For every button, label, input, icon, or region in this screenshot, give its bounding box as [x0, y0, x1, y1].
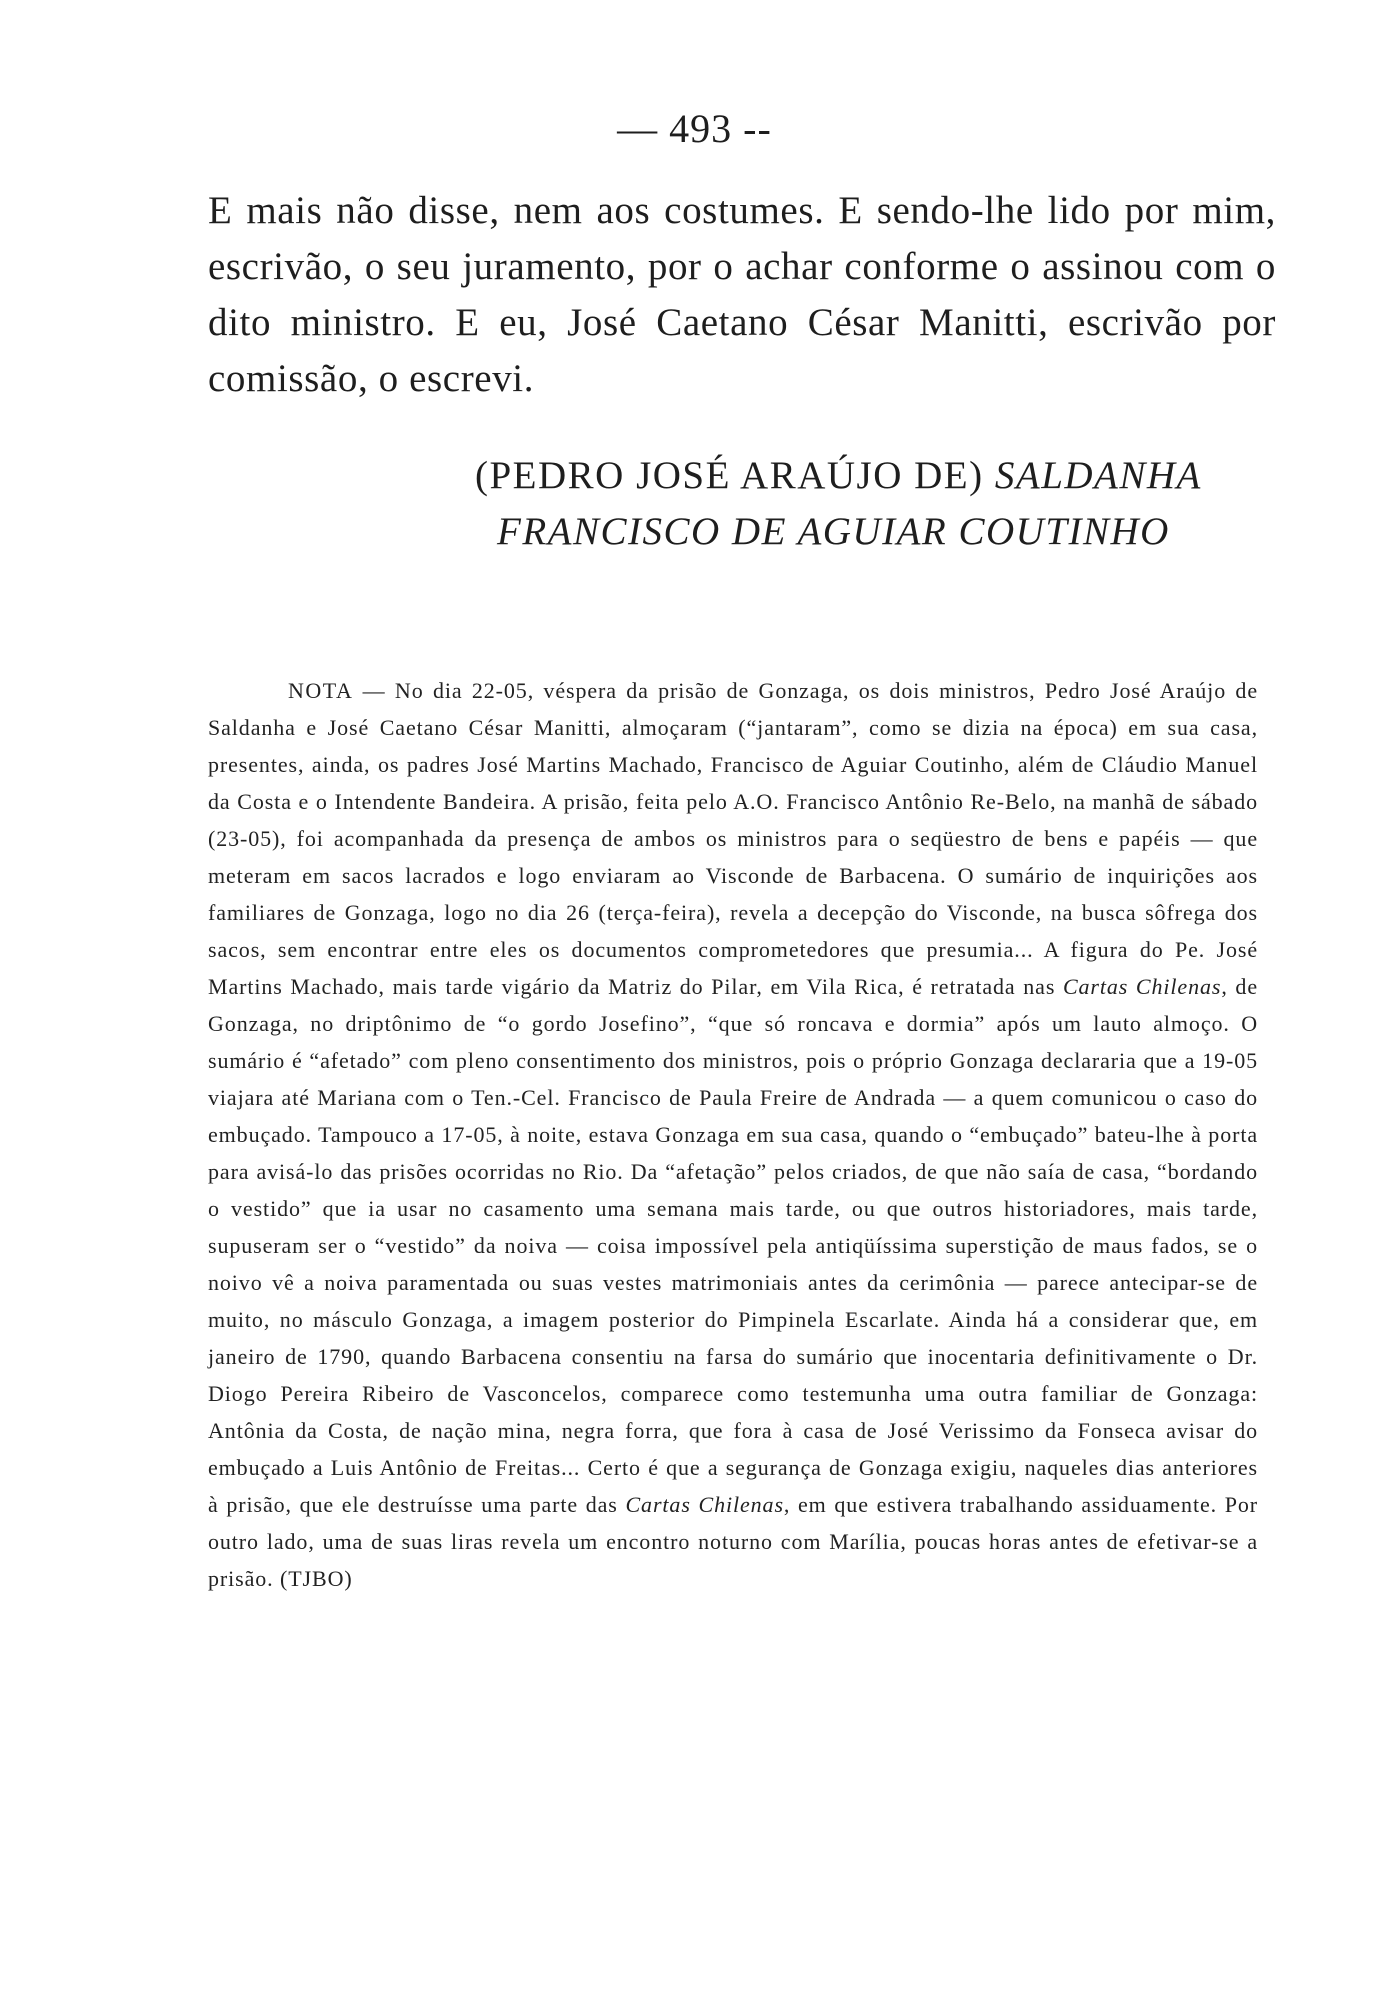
signature-coutinho-name: FRANCISCO DE AGUIAR COUTINHO [497, 510, 1170, 553]
statement-paragraph: E mais não disse, nem aos costumes. E sendo-lhe lido por mim, escrivão, o seu juramento, por o achar conforme o assinou com o dito ministro. E eu, José Caetano César Manitti, escrivão por comissão, o escrevi. [208, 189, 1276, 400]
note-label: NOTA [288, 678, 354, 703]
note-text-part-1: — No dia 22-05, véspera da prisão de Gonzaga, os dois ministros, Pedro José Araújo de Saldanha e José Caetano César Manitti, almoçaram (“jantaram”, como se dizia na época) em sua casa, presentes, ainda, os padres José Martins Machado, Francisco de Aguiar Coutinho, além de Cláudio Manuel da Costa e o Intendente Bandeira. A prisão, feita pelo A.O. Francisco Antônio Re-Belo, na manhã de sábado (23-05), foi acompanhada da presença de ambos os ministros para o seqüestro de bens e papéis — que meteram em sacos lacrados e logo enviaram ao Visconde de Barbacena. O sumário de inquirições aos familiares de Gonzaga, logo no dia 26 (terça-feira), revela a decepção do Visconde, na busca sôfrega dos sacos, sem encontrar entre eles os documentos comprometedores que presumia... A figura do Pe. José Martins Machado, mais tarde vigário da Matriz do Pilar, em Vila Rica, é retratada nas [208, 678, 1258, 999]
signature-saldanha [0, 448, 1389, 504]
signature-saldanha-surname: SALDANHA [994, 454, 1202, 497]
note-text-part-2: , de Gonzaga, no driptônimo de “o gordo Josefino”, “que só roncava e dormia” após um lauto almoço. O sumário é “afetado” com pleno consentimento dos ministros, pois o próprio Gonzaga declararia que a 19-05 viajara até Mariana com o Ten.-Cel. Francisco de Paula Freire de Andrada — a quem comunicou o caso do embuçado. Tampouco a 17-05, à noite, estava Gonzaga em sua casa, quando o “embuçado” bateu-lhe à porta para avisá-lo das prisões ocorridas no Rio. Da “afetação” pelos criados, de que não saía de casa, “bordando o vestido” que ia usar no casamento uma semana mais tarde, ou que outros historiadores, mais tarde, supuseram ser o “vestido” da noiva — coisa impossível pela antiqüíssima superstição de maus fados, se o noivo vê a noiva paramentada ou suas vestes matrimoniais antes da cerimônia — parece antecipar-se de muito, no másculo Gonzaga, a imagem posterior do Pimpinela Escarlate. Ainda há a considerar que, em janeiro de 1790, quando Barbacena consentiu na farsa do sumário que inocentaria definitivamente o Dr. Diogo Pereira Ribeiro de Vasconcelos, comparece como testemunha uma outra familiar de Gonzaga: Antônia da Costa, de nação mina, negra forra, que fora à casa de José Verissimo da Fonseca avisar do embuçado a Luis Antônio de Freitas... Certo é que a segurança de Gonzaga exigiu, naqueles dias anteriores à prisão, que ele destruísse uma parte das [208, 974, 1258, 1517]
page-number: — 493 -- [617, 106, 772, 151]
note-italic-title-1: Cartas Chilenas [1062, 974, 1222, 999]
signature-block [0, 448, 1389, 560]
signature-coutinho [0, 504, 1389, 560]
editorial-note [208, 672, 1258, 1597]
note-italic-title-2: Cartas Chilenas [625, 1492, 784, 1517]
note-text-part-3: , em que estivera trabalhando assiduamente. Por outro lado, uma de suas liras revela um encontro noturno com Marília, poucas horas antes de efetivar-se a prisão. (TJBO) [208, 1492, 1258, 1591]
signature-saldanha-prefix: (PEDRO JOSÉ ARAÚJO DE) [475, 454, 995, 497]
